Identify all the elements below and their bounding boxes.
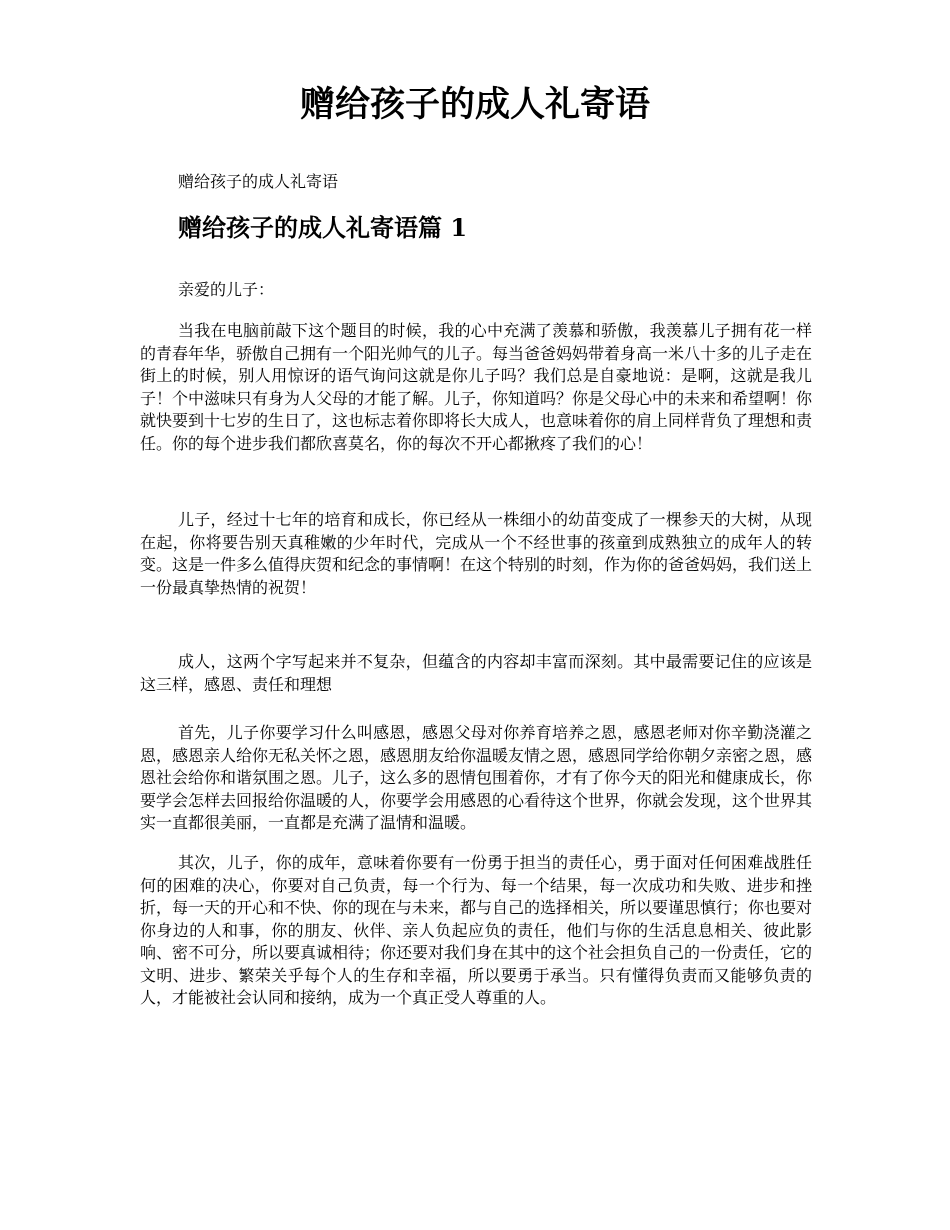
letter-greeting: 亲爱的儿子： bbox=[178, 280, 275, 299]
paragraph: 其次，儿子，你的成年，意味着你要有一份勇于担当的责任心，勇于面对任何困难战胜任何的困难的决心，你要对自己负责，每一个行为、每一个结果，每一次成功和失败、进步和挫折，每一天的开心和不快、你的现在与未来，都与自己的选择相关，所以要谨思慎行；你也要对你身边的人和事，你的朋友、伙伴、亲人负起应负的责任，他们与你的生活息息相关、彼此影响、密不可分，所以要真诚相待；你还要对我们身在其中的这个社会担负自己的一份责任，它的文明、进步、繁荣关乎每个人的生存和幸福，所以要勇于承当。只有懂得负责而又能够负责的人，才能被社会认同和接纳，成为一个真正受人尊重的人。 bbox=[140, 853, 813, 1007]
paragraph: 儿子，经过十七年的培育和成长，你已经从一株细小的幼苗变成了一棵参天的大树，从现在起，你将要告别天真稚嫩的少年时代，完成从一个不经世事的孩童到成熟独立的成年人的转变。这是一件多么值得庆贺和纪念的事情啊！在这个特别的时刻，作为你的爸爸妈妈，我们送上一份最真挚热情的祝贺！ bbox=[140, 510, 813, 597]
section-heading: 赠给孩子的成人礼寄语篇 1 bbox=[178, 213, 468, 242]
document-subtitle: 赠给孩子的成人礼寄语 bbox=[178, 172, 339, 191]
paragraph: 成人，这两个字写起来并不复杂，但蕴含的内容却丰富而深刻。其中最需要记住的应该是这三样，感恩、责任和理想 bbox=[140, 652, 812, 694]
paragraph: 首先，儿子你要学习什么叫感恩，感恩父母对你养育培养之恩，感恩老师对你辛勤浇灌之恩，感恩亲人给你无私关怀之恩，感恩朋友给你温暖友情之恩，感恩同学给你朝夕亲密之恩，感恩社会给你和谐氛围之恩。儿子，这么多的恩情包围着你，才有了你今天的阳光和健康成长，你要学会怎样去回报给你温暖的人，你要学会用感恩的心看待这个世界，你就会发现，这个世界其实一直都很美丽，一直都是充满了温情和温暖。 bbox=[140, 723, 813, 832]
paragraph: 当我在电脑前敲下这个题目的时候，我的心中充满了羡慕和骄傲，我羡慕儿子拥有花一样的青春年华，骄傲自己拥有一个阳光帅气的儿子。每当爸爸妈妈带着身高一米八十多的儿子走在街上的时候，别人用惊讶的语气询问这就是你儿子吗？我们总是自豪地说：是啊，这就是我儿子！个中滋味只有身为人父母的才能了解。儿子，你知道吗？你是父母心中的未来和希望啊！你就快要到十七岁的生日了，这也标志着你即将长大成人，也意味着你的肩上同样背负了理想和责任。你的每个进步我们都欣喜莫名，你的每次不开心都揪疼了我们的心！ bbox=[140, 321, 813, 453]
document-title: 赠给孩子的成人礼寄语 bbox=[299, 84, 650, 125]
